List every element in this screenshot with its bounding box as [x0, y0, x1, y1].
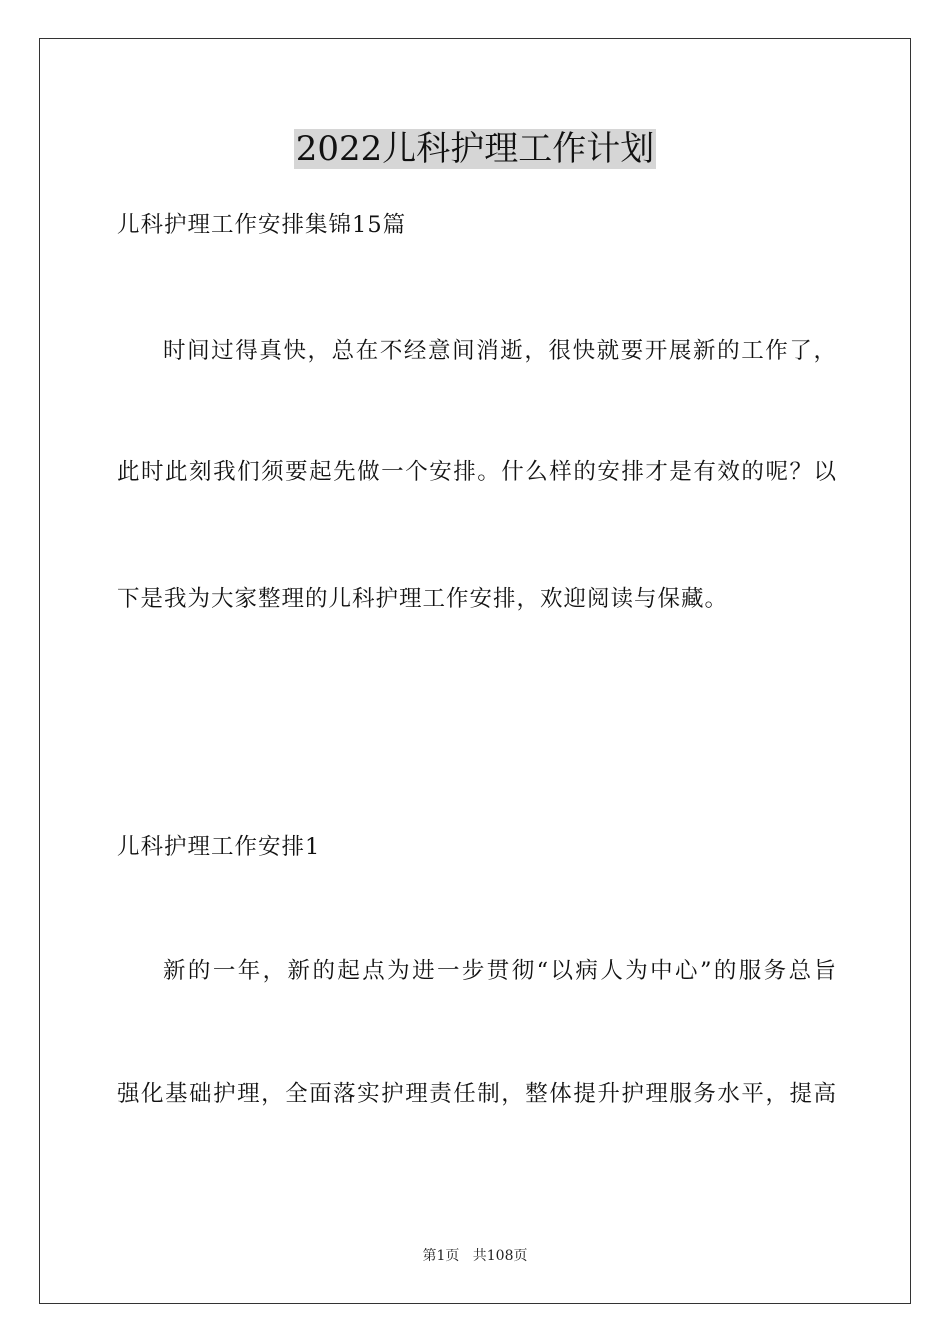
page-number-footer: 第1页 共108页: [422, 1248, 528, 1264]
paragraph-line: 新的一年，新的起点为进一步贯彻“以病人为中心”的服务总旨: [163, 958, 837, 984]
paragraph-line: 强化基础护理，全面落实护理责任制，整体提升护理服务水平，提高: [117, 1081, 837, 1107]
paragraph-line: 下是我为大家整理的儿科护理工作安排，欢迎阅读与保藏。: [117, 586, 729, 612]
document-title-text: 2022儿科护理工作计划: [295, 129, 655, 169]
document-subtitle: 儿科护理工作安排集锦15篇: [117, 212, 407, 238]
paragraph-line: 时间过得真快，总在不经意间消逝，很快就要开展新的工作了，: [163, 338, 837, 364]
document-title: [0, 126, 950, 172]
section-heading: 儿科护理工作安排1: [117, 834, 321, 860]
paragraph-line: 此时此刻我们须要起先做一个安排。什么样的安排才是有效的呢？以: [117, 459, 837, 485]
